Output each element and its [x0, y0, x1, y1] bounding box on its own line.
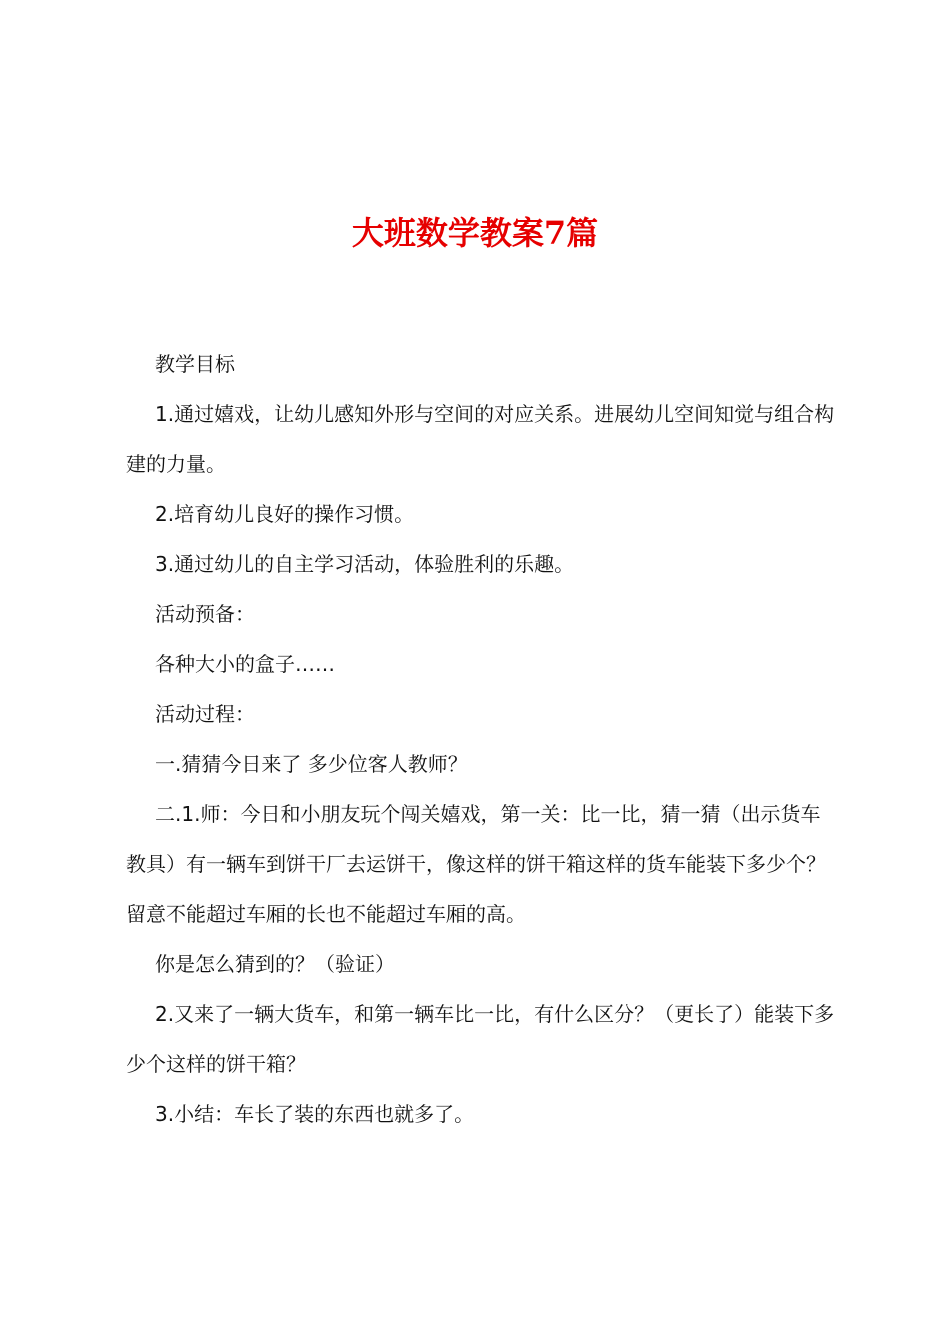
- process-verify-paragraph: 你是怎么猜到的？（验证）: [155, 952, 395, 976]
- process-step-2-2-paragraph: 2.又来了一辆大货车，和第一辆车比一比，有什么区分？（更长了）能装下多少个这样的饼干箱？: [126, 1002, 835, 1076]
- goal-2-paragraph: 2.培育幼儿良好的操作习惯。: [155, 502, 415, 526]
- document-title: 大班数学教案7篇: [351, 214, 599, 252]
- goal-3-paragraph: 3.通过幼儿的自主学习活动，体验胜利的乐趣。: [155, 552, 575, 576]
- document-body: [126, 339, 836, 1139]
- heading-activity-process: 活动过程：: [155, 702, 255, 726]
- goal-1-paragraph: 1.通过嬉戏，让幼儿感知外形与空间的对应关系。进展幼儿空间知觉与组合构建的力量。: [126, 402, 835, 476]
- process-step-1-paragraph: 一.猜猜今日来了 多少位客人教师？: [155, 752, 468, 776]
- process-step-2-3-paragraph: 3.小结：车长了装的东西也就多了。: [155, 1102, 475, 1126]
- process-step-2-1-paragraph: 二.1.师：今日和小朋友玩个闯关嬉戏，第一关：比一比，猜一猜（出示货车教具）有一辆车到饼干厂去运饼干，像这样的饼干箱这样的货车能装下多少个？留意不能超过车厢的长也不能超过车厢的高。: [126, 802, 826, 926]
- preparation-materials-paragraph: 各种大小的盒子……: [155, 652, 335, 676]
- heading-teaching-goals: 教学目标: [155, 352, 235, 376]
- heading-activity-preparation: 活动预备：: [155, 602, 255, 626]
